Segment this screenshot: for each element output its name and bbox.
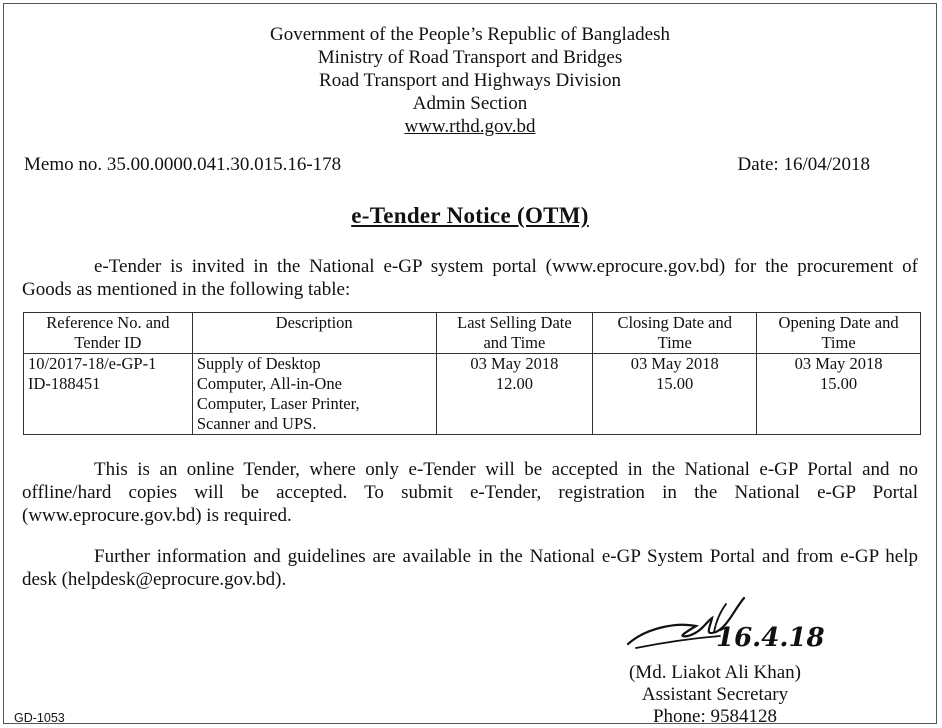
footer-code: GD-1053 <box>14 711 65 725</box>
signatory-phone: Phone: 9584128 <box>652 706 778 727</box>
header-line-section: Admin Section <box>412 93 528 114</box>
table-header-row <box>24 313 921 354</box>
header-line-government: Government of the People’s Republic of Bangladesh <box>270 24 670 45</box>
header-line-ministry: Ministry of Road Transport and Bridges <box>317 47 623 68</box>
cell-description: Supply of Desktop Computer, All-in-One Computer, Laser Printer, Scanner and UPS. <box>192 354 436 435</box>
notice-title: e-Tender Notice (OTM) <box>351 203 589 228</box>
memo-date: Date: 16/04/2018 <box>737 154 870 175</box>
cell-opening: 03 May 2018 15.00 <box>757 354 921 435</box>
memo-row <box>24 154 870 176</box>
cell-reference: 10/2017-18/e-GP-1 ID-188451 <box>24 354 193 435</box>
notice-page <box>3 3 937 727</box>
signatory-designation: Assistant Secretary <box>641 684 789 705</box>
website-link[interactable]: www.rthd.gov.bd <box>404 116 536 137</box>
cell-closing: 03 May 2018 15.00 <box>593 354 757 435</box>
signature-date: 16.4.18 <box>716 623 825 653</box>
signature-block <box>590 662 840 728</box>
signatory-name: (Md. Liakot Ali Khan) <box>628 662 802 683</box>
handwritten-signature <box>616 592 836 658</box>
col-header-opening: Opening Date and Time <box>757 313 921 354</box>
intro-paragraph: e-Tender is invited in the National e-GP system portal (www.eprocure.gov.bd) for the procurement of Goods as mentioned in the following table: <box>22 256 918 300</box>
col-header-closing: Closing Date and Time <box>593 313 757 354</box>
cell-last-selling: 03 May 2018 12.00 <box>436 354 593 435</box>
memo-number: Memo no. 35.00.0000.041.30.015.16-178 <box>24 154 342 175</box>
header-line-division: Road Transport and Highways Division <box>319 70 621 91</box>
letterhead <box>4 23 936 138</box>
further-info-paragraph: Further information and guidelines are available in the National e-GP System Portal and from e-GP help desk (helpdesk@eprocure.gov.bd). <box>22 546 918 590</box>
col-header-description: Description <box>192 313 436 354</box>
table-row <box>24 354 921 435</box>
col-header-last-selling: Last Selling Date and Time <box>436 313 593 354</box>
col-header-reference: Reference No. and Tender ID <box>24 313 193 354</box>
tender-table <box>23 312 921 435</box>
online-tender-paragraph: This is an online Tender, where only e-Tender will be accepted in the National e-GP Portal and no offline/hard copies will be accepted. To submit e-Tender, registration in the National e-GP Portal (www.eprocure.gov.bd) is required. <box>22 459 918 526</box>
